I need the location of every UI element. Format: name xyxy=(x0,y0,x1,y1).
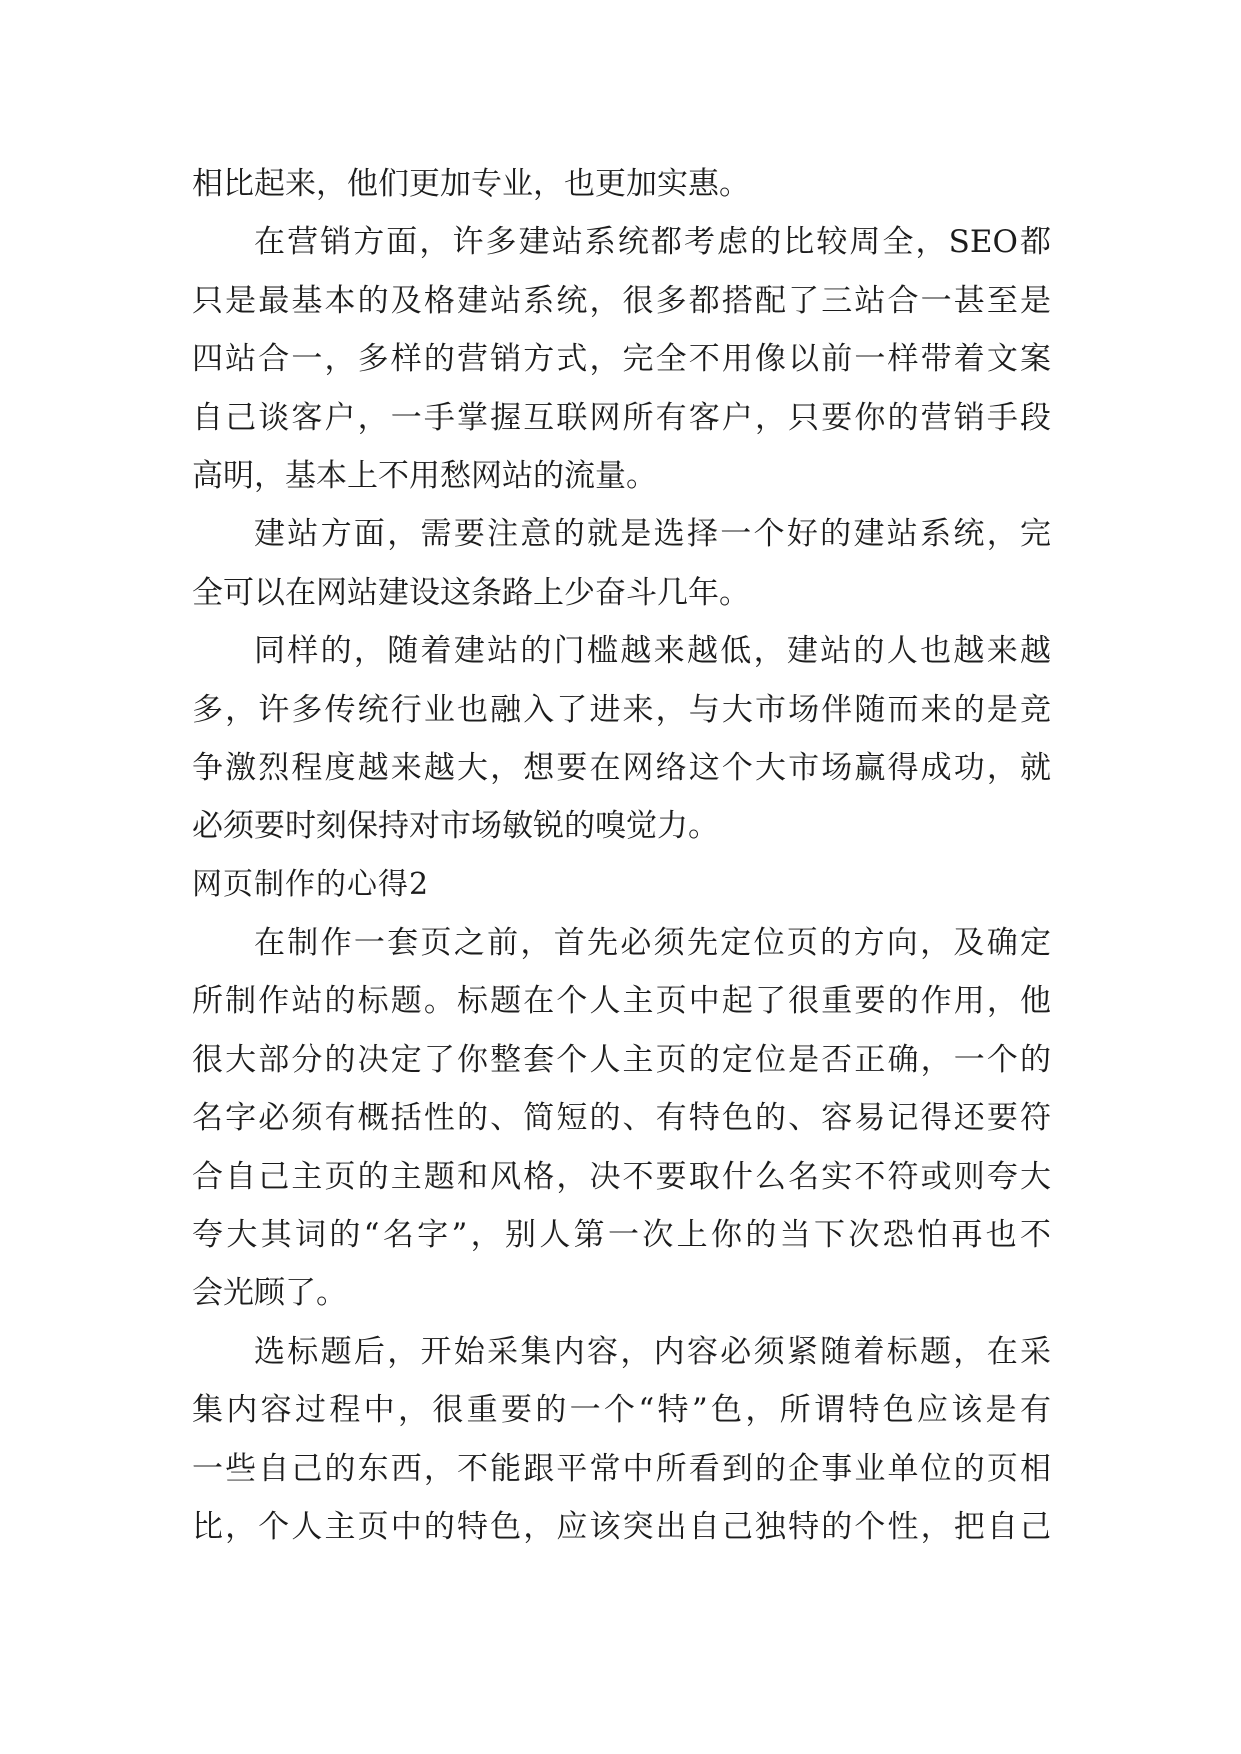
paragraph-line: 夸大其词的“名字”，别人第一次上你的当下次恐怕再也不 xyxy=(192,1217,1051,1254)
paragraph-line: 一些自己的东西，不能跟平常中所看到的企事业单位的页相 xyxy=(192,1450,1051,1487)
paragraph-line: 所制作站的标题。标题在个人主页中起了很重要的作用，他 xyxy=(192,983,1051,1020)
paragraph-line: 多，许多传统行业也融入了进来，与大市场伴随而来的是竞 xyxy=(192,691,1051,728)
paragraph-line: 全可以在网站建设这条路上少奋斗几年。 xyxy=(192,574,750,611)
paragraph xyxy=(192,914,1051,1323)
paragraph xyxy=(192,1323,1051,1557)
paragraph-line: 建站方面，需要注意的就是选择一个好的建站系统，完 xyxy=(254,516,1051,553)
paragraph-line: 争激烈程度越来越大，想要在网络这个大市场赢得成功，就 xyxy=(192,749,1051,786)
paragraph-line: 必须要时刻保持对市场敏锐的嗅觉力。 xyxy=(192,808,719,845)
document-body xyxy=(192,155,1051,1556)
paragraph-line: 合自己主页的主题和风格，决不要取什么名实不符或则夸大 xyxy=(192,1158,1051,1195)
paragraph-line: 名字必须有概括性的、简短的、有特色的、容易记得还要符 xyxy=(192,1100,1051,1137)
paragraph-line: 会光顾了。 xyxy=(192,1275,347,1312)
paragraph-line: 在营销方面，许多建站系统都考虑的比较周全，SEO都 xyxy=(254,224,1051,261)
paragraph xyxy=(192,622,1051,856)
section-heading: 网页制作的心得2 xyxy=(192,866,430,902)
paragraph xyxy=(192,505,1051,622)
paragraph-line: 相比起来，他们更加专业，也更加实惠。 xyxy=(192,166,750,202)
paragraph-line: 高明，基本上不用愁网站的流量。 xyxy=(192,457,657,494)
paragraph-line: 选标题后，开始采集内容，内容必须紧随着标题，在采 xyxy=(254,1333,1051,1370)
paragraph-line: 集内容过程中，很重要的一个“特”色，所谓特色应该是有 xyxy=(192,1392,1051,1429)
paragraph xyxy=(192,213,1051,505)
paragraph-line: 比，个人主页中的特色，应该突出自己独特的个性，把自己 xyxy=(192,1508,1051,1545)
paragraph-line: 自己谈客户，一手掌握互联网所有客户，只要你的营销手段 xyxy=(192,399,1051,436)
paragraph xyxy=(192,155,1051,213)
paragraph-line: 同样的，随着建站的门槛越来越低，建站的人也越来越 xyxy=(254,633,1051,670)
paragraph-line: 只是最基本的及格建站系统，很多都搭配了三站合一甚至是 xyxy=(192,282,1051,319)
paragraph-line: 四站合一，多样的营销方式，完全不用像以前一样带着文案 xyxy=(192,341,1051,378)
paragraph-line: 在制作一套页之前，首先必须先定位页的方向，及确定 xyxy=(254,925,1051,962)
paragraph-line: 很大部分的决定了你整套个人主页的定位是否正确，一个的 xyxy=(192,1041,1051,1078)
